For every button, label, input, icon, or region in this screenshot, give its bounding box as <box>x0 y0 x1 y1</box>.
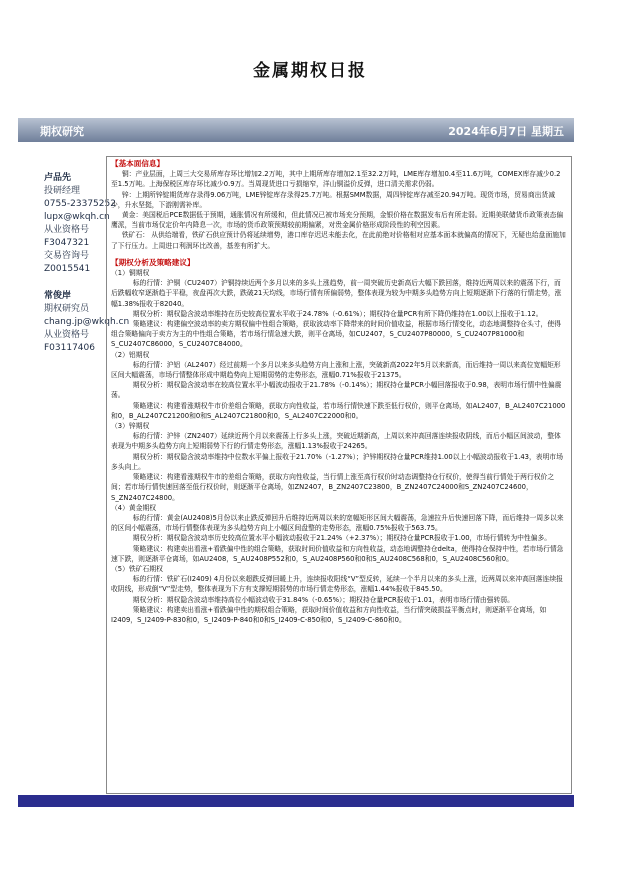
strategy-advice: 策略建议：构建偏空波动率的卖方期权偏中性组合策略，获取波动率下降带来的时间价值收益，根据市场行情变化，动态地调整持仓头寸，使得组合策略偏向于卖方为主的中性组合策略，若市场行情急速大跌，则平仓离场，如CU2407，S_CU2407P80000，S_CU2407P81000和S_CU2407C86000，S_CU2407C84000。 <box>111 320 561 349</box>
basic-zinc: 锌：上期所锌锭期货库存录得9.06万吨，LME锌锭库存录得25.7万吨。根据SMM数据，周四锌锭库存减至20.94万吨。现货市场，贸易商出货减少，升水坚挺，下游刚需补库。 <box>111 190 556 209</box>
basic-iron-ore: 铁矿石： 从供给端看，铁矿石供应预计仍将延续增势，港口库存迟迟未能去化，在此前绝对价格相对应基本面本就偏高的情况下，无疑也给盘面施加了下行压力。上周进口利润环比改善，基差有所扩大。 <box>111 231 566 250</box>
analyst-consult-label: 交易咨询号 <box>44 251 90 261</box>
option-analysis: 期权分析：期权隐含波动率历史较高位置水平小幅波动报收于21.24%（+2.37%）；期权持仓量PCR报收于1.00，市场行情转为中性偏多。 <box>132 534 552 543</box>
report-date: 2024年6月7日 星期五 <box>448 125 564 138</box>
underlying-trend: 标的行情：黄金(AU2408)5月份以来止跌反弹回升后维持近两周以来的宽幅矩形区间大幅震荡，急速拉升后快速回落下降，而后维持一周多以来的区间小幅震荡，市场行情整体表现为多头趋势方向上小幅区间盘整的走势形态，涨幅0.75%报收于563.75。 <box>111 513 564 533</box>
analyst-email[interactable]: lupx@wkqh.cn <box>44 212 110 222</box>
strategy-advice: 策略建议：构建卖出看涨+看跌偏中性的期权组合策略，获取时间价值收益和方向性收益，当行情突破损益平衡点时，则逐渐平仓离场，如I2409，S_I2409-P-830和0，S_I2409-P-840和0和S_I2409-C-850和0，S_I2409-C-860和0。 <box>111 605 547 624</box>
analyst-email[interactable]: chang.jp@wkqh.cn <box>44 317 130 327</box>
analyst-name: 卢品先 <box>44 173 72 183</box>
option-analysis: 期权分析：期权隐含波动率维持高位小幅波动收于31.84%（-0.65%）；期权持仓量PCR报收于1.01，表明市场行情由强转弱。 <box>132 595 514 604</box>
strategy-advice: 策略建议：构建看涨期权牛市的差组合策略，获取方向性收益，当行情上涨至高行权价时动态调整持仓行权价，使得当前行情处于两行权价之间；若市场行情快速回落至低行权价时，则逐渐平仓离场，如ZN2407，B_ZN2407C23800，B_ZN2407C24000和S_ZN2407C24600，S_ZN2407C24800。 <box>111 473 555 502</box>
report-body <box>106 156 572 794</box>
footer-bar <box>18 795 574 807</box>
item-heading: （2）铝期权 <box>111 350 150 359</box>
option-analysis: 期权分析：期权隐含波动率维持中位数水平偏上报收于21.70%（-1.27%）；沪锌期权持仓量PCR维持1.00以上小幅波动报收于1.43，表明市场多头向上。 <box>111 452 563 471</box>
analyst-role: 投研经理 <box>44 186 81 196</box>
option-analysis: 期权分析：期权隐含波动率维持在历史较高位置水平收于24.78%（-0.61%）；期权持仓量PCR有所下降仍维持在1.00以上报收于1.12。 <box>132 309 543 318</box>
option-analysis: 期权分析：期权隐含波动率在较高位置水平小幅波动报收于21.78%（-0.14%）；期权持仓量PCR小幅回落报收于0.98，表明市场行情中性偏震荡。 <box>111 381 562 400</box>
strategy-advice: 策略建议：构建看涨期权牛市价差组合策略，获取方向性收益，若市场行情快速下跌至低行权价，则平仓离场，如AL2407，B_AL2407C21000和0，B_AL2407C21200和0和S_AL2407C21800和0，S_AL2407C22000和0。 <box>111 401 566 420</box>
analyst-cert-label: 从业资格号 <box>44 225 90 235</box>
analyst-consult-number: Z0015541 <box>44 264 91 274</box>
item-heading: （4）黄金期权 <box>111 503 157 512</box>
analyst-role: 期权研究员 <box>44 304 90 314</box>
analyst-cert-label: 从业资格号 <box>44 330 90 340</box>
underlying-trend: 标的行情：沪铝（AL2407）经过前期一个多月以来多头趋势方向上涨和上涨，突破新高2022年5月以来新高，而后维持一周以来高位宽幅矩形区间大幅震荡，市场行情整体形成中期趋势向上短期弱势的走势形态，涨幅0.71%报收于21375。 <box>111 360 561 380</box>
underlying-trend: 标的行情：沪铜（CU2407）沪铜持续近两个多月以来的多头上涨趋势，前一周突破历史新高后大幅下跌回落，维持近两周以来的震荡下行，而后跌幅收窄逐渐趋于平稳，夜盘再次大跌，跌破21天均线，市场行情有所偏弱势，整体表现为较为中期多头趋势方向上短期逐渐下行落的行情走势，涨幅1.38%报收于82040。 <box>111 279 562 308</box>
basic-info-heading: 【基本面信息】 <box>111 159 165 168</box>
item-heading: （5）铁矿石期权 <box>111 564 163 573</box>
item-heading: （1）铜期权 <box>111 269 150 278</box>
analyst-name: 常俊岸 <box>44 291 72 301</box>
strategy-advice: 策略建议：构建卖出看涨+看跌偏中性的组合策略，获取时间价值收益和方向性收益，动态地调整持仓delta，使得持仓保持中性，若市场行情急速下跌，则逐渐平仓离场，如AU2408，S_AU2408P552和0，S_AU2408P560和0和S_AU2408C568和0，S_AU2408C560和0。 <box>111 544 564 563</box>
basic-gold: 黄金：美国税后PCE数据低于预期，通胀情况有所缓和，但此情况已被市场充分预期，金银价格在数据发布后有所走弱。近期美联储货币政策表态偏鹰派，当前市场仅定价年内降息一次，市场的货币政策预期较前期偏紧，对贵金属价格形成阶段性的利空因素。 <box>111 211 564 230</box>
report-title: 金属期权日报 <box>253 61 367 81</box>
analyst-cert-number: F3047321 <box>44 238 90 248</box>
header-banner <box>18 118 574 142</box>
section-label: 期权研究 <box>40 125 84 138</box>
item-heading: （3）锌期权 <box>111 422 150 431</box>
basic-copper: 铜：产业层面，上周三大交易所库存环比增加2.2万吨，其中上期所库存增加2.1至32.2万吨，LME库存增加0.4至11.6万吨，COMEX库存减少0.2至1.5万吨。上海保税区库存环比减少0.9万。当周现货进口亏损缩窄，洋山铜溢价反弹，进口清关需求仍弱。 <box>111 170 561 189</box>
underlying-trend: 标的行情：沪锌（ZN2407）延续近两个月以来震荡上行多头上涨，突破近期新高，上周以来冲高回落连续报收阴线，而后小幅区间波动，整体表现为中期多头趋势方向上短期弱势下行的行情走势形态，涨幅1.13%报收于24265。 <box>111 432 561 451</box>
underlying-trend: 标的行情：铁矿石(I2409) 4月份以来超跌反弹回暖上升，连续报收阳线“V”型反转，延续一个半月以来的多头上涨，近两周以来冲高回落连续报收阴线，形成倒“V”型走势，整体表现为下方有支撑短期弱势的市场行情走势形态，涨幅1.44%报收于845.50。 <box>111 575 563 594</box>
analyst-phone: 0755-23375252 <box>44 199 116 209</box>
analyst-cert-number: F03117406 <box>44 343 95 353</box>
analysis-heading: 【期权分析及策略建议】 <box>111 257 195 267</box>
